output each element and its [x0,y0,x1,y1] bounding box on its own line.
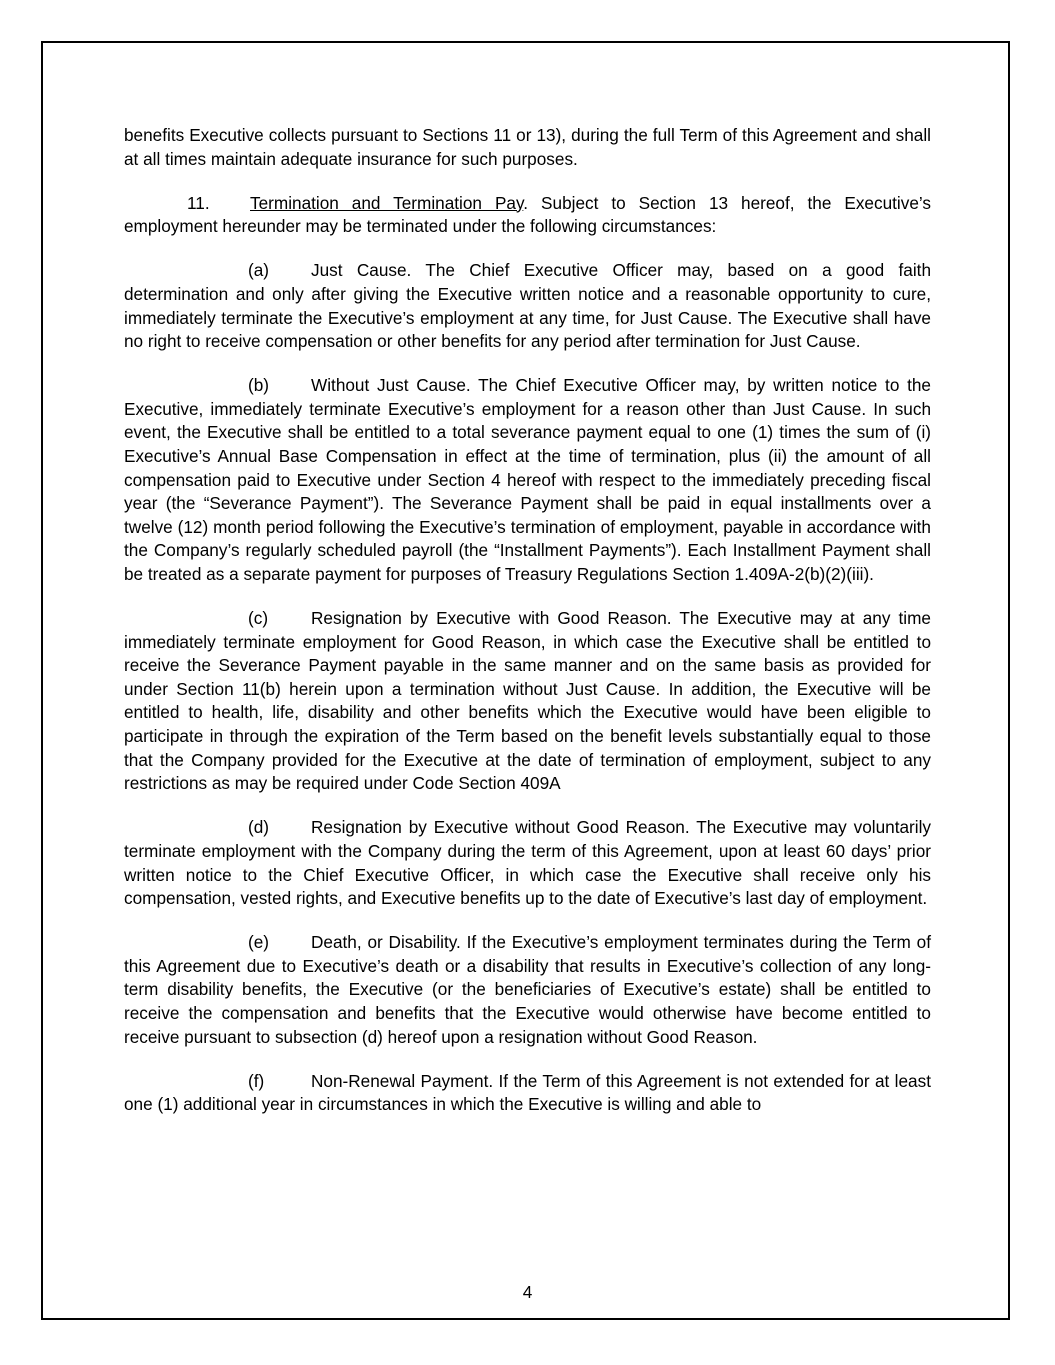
section-intro: . Subject to Section 13 hereof, the Executive’s employment hereunder may be terminated under the following circumstances: [124,192,931,237]
section-number: 11. [187,192,210,213]
subsection-text: Just Cause. The Chief Executive Officer may, based on a good faith determination and only after giving the Executive written notice and a reasonable opportunity to cure, immediately terminate the Executive’s employment at any time, for Just Cause. The Executive shall have no right to receive compensation or other benefits for any period after termination for Just Cause. [124,260,931,352]
section-title: Termination and Termination Pay [250,192,524,213]
subsection-label: (d) [248,817,270,838]
subsection-e [124,931,931,1049]
subsection-label: (f) [248,1070,265,1091]
subsection-b [124,374,931,586]
subsection-text: Non-Renewal Payment. If the Term of this Agreement is not extended for at least one (1) additional year in circumstances in which the Executive is willing and able to [124,1070,931,1115]
subsection-label: (a) [248,260,270,281]
subsection-label: (e) [248,932,270,953]
page-number: 4 [522,1282,533,1302]
subsection-label: (b) [248,375,270,396]
section-11-paragraph [124,192,931,239]
document-body [124,124,931,1117]
subsection-text: Resignation by Executive with Good Reason. The Executive may at any time immediately terminate employment for Good Reason, in which case the Executive shall be entitled to receive the Severance Payment payable in the same manner and on the same basis as provided for under Section 11(b) herein upon a termination without Just Cause. In addition, the Executive will be entitled to health, life, disability and other benefits which the Executive would have been eligible to participate in through the expiration of the Term based on the benefit levels substantially equal to those that the Company provided for the Executive at the date of termination of employment, subject to any restrictions as may be required under Code Section 409A [124,608,931,794]
subsection-d [124,816,931,910]
subsection-text: Resignation by Executive without Good Reason. The Executive may voluntarily terminate employment with the Company during the term of this Agreement, upon at least 60 days’ prior written notice to the Chief Executive Officer, in which case the Executive shall receive only his compensation, vested rights, and Executive benefits up to the date of Executive’s last day of employment. [124,817,931,909]
subsection-text: Death, or Disability. If the Executive’s employment terminates during the Term of this Agreement due to Executive’s death or a disability that results in Executive’s collection of any long-term disability benefits, the Executive (or the beneficiaries of Executive’s estate) shall be entitled to receive the compensation and benefits that the Executive would otherwise have become entitled to receive pursuant to subsection (d) hereof upon a resignation without Good Reason. [124,932,931,1047]
subsection-f [124,1070,931,1117]
subsection-label: (c) [248,608,269,629]
subsection-text: Without Just Cause. The Chief Executive Officer may, by written notice to the Executive, immediately terminate Executive’s employment for a reason other than Just Cause. In such event, the Executive shall be entitled to a total severance payment equal to one (1) times the sum of (i) Executive’s Annual Base Compensation in effect at the time of termination, plus (ii) the amount of all compensation paid to Executive under Section 4 hereof with respect to the immediately preceding fiscal year (the “Severance Payment”). The Severance Payment shall be paid in equal installments over a twelve (12) month period following the Executive’s termination of employment, payable in accordance with the Company’s regularly scheduled payroll (the “Installment Payments”). Each Installment Payment shall be treated as a separate payment for purposes of Treasury Regulations Section 1.409A-2(b)(2)(iii). [124,375,931,584]
continuation-paragraph: benefits Executive collects pursuant to Sections 11 or 13), during the full Term of this Agreement and shall at all times maintain adequate insurance for such purposes. [124,125,931,169]
subsection-a [124,259,931,353]
subsection-c [124,607,931,796]
